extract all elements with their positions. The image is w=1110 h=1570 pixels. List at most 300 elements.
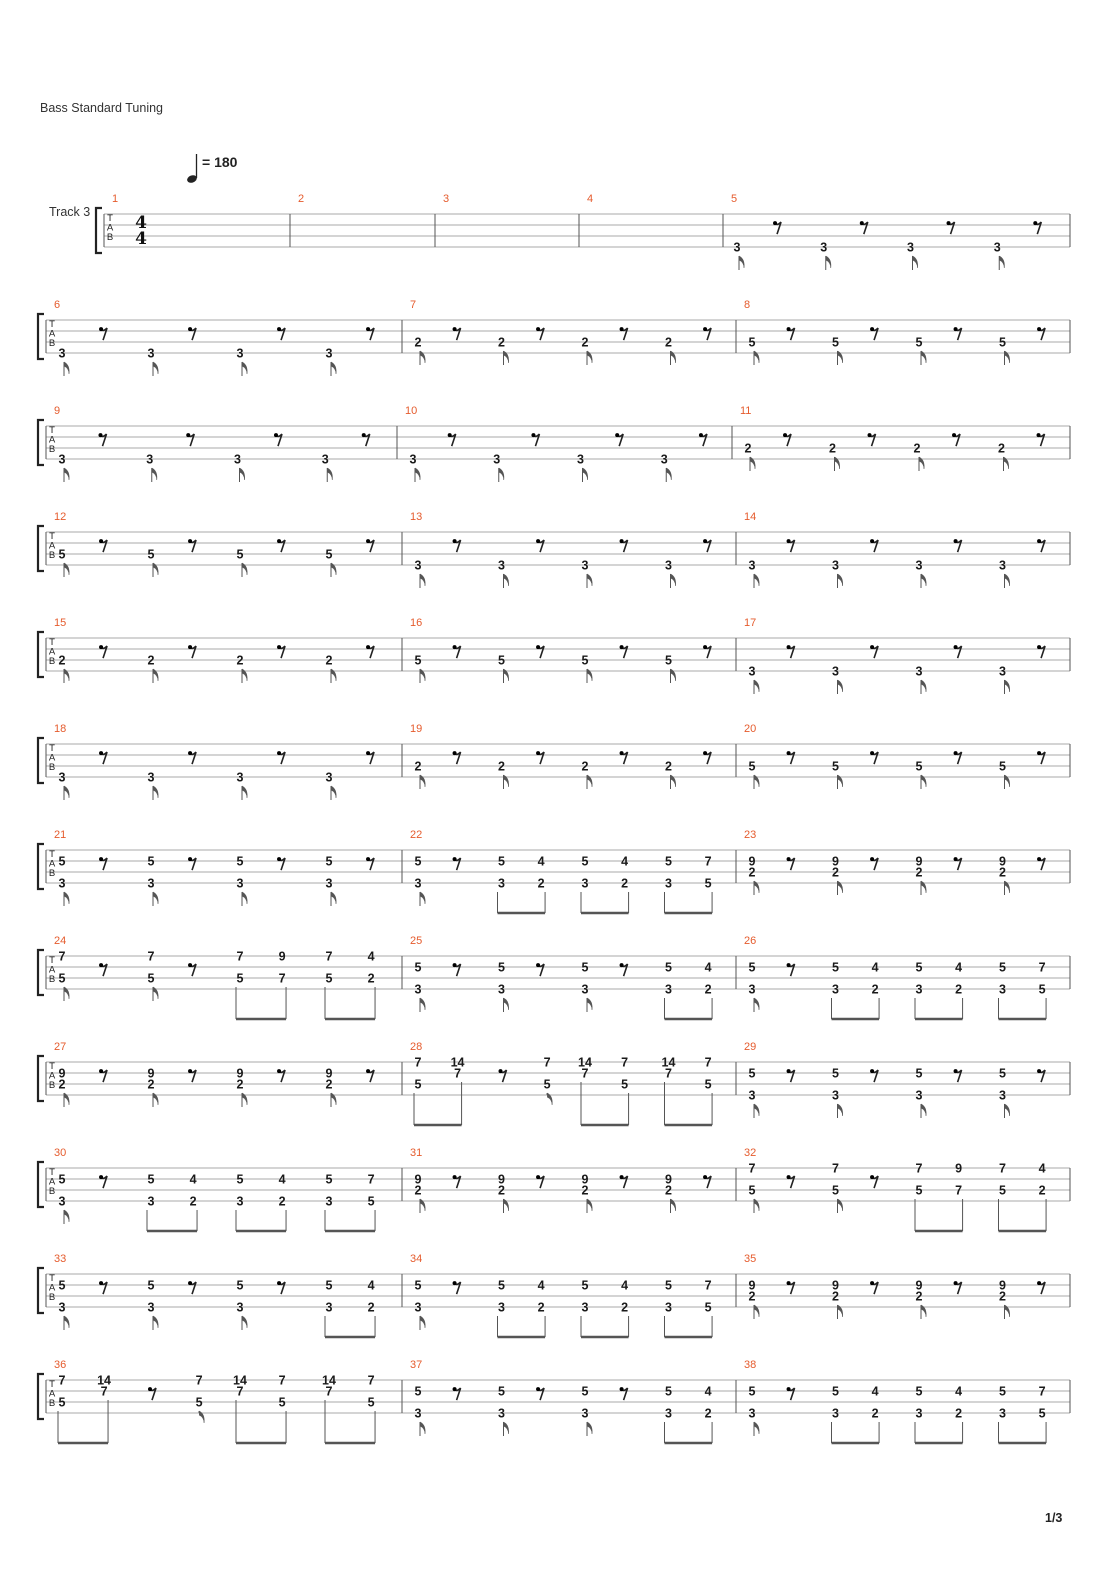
fret-number: 2 (832, 1289, 839, 1304)
note-flag (331, 786, 336, 798)
note-flag (999, 256, 1004, 268)
measure-number: 18 (54, 723, 67, 735)
fret-number: 7 (236, 949, 244, 964)
fret-number: 3 (146, 452, 154, 467)
eighth-rest-dot (188, 327, 192, 331)
fret-number: 5 (832, 759, 839, 774)
eighth-rest-dot (787, 1387, 791, 1391)
measure-number: 7 (410, 299, 417, 311)
eighth-rest-dot (277, 1281, 281, 1285)
fret-number: 5 (581, 854, 589, 869)
fret-number: 4 (537, 1278, 545, 1293)
note-flag (1005, 574, 1010, 586)
measure-number: 5 (731, 193, 738, 205)
fret-number: 5 (581, 960, 589, 975)
eighth-rest-dot (1037, 751, 1041, 755)
fret-number: 3 (498, 876, 505, 891)
fret-number: 2 (414, 759, 422, 774)
eighth-rest-dot (188, 1069, 192, 1073)
fret-number: 2 (871, 982, 879, 997)
fret-number: 3 (58, 770, 66, 785)
fret-number: 5 (147, 547, 155, 562)
tab-clef-letter: B (48, 1398, 56, 1409)
fret-number: 4 (278, 1172, 286, 1187)
fret-number: 3 (325, 770, 333, 785)
eighth-rest-dot (536, 327, 540, 331)
fret-number: 4 (955, 960, 963, 975)
note-flag (587, 574, 592, 586)
fret-number: 2 (832, 865, 839, 880)
measure-number: 29 (744, 1041, 757, 1053)
note-flag (754, 680, 759, 692)
fret-number: 3 (58, 452, 66, 467)
fret-number: 3 (58, 876, 66, 891)
fret-number: 2 (665, 335, 672, 350)
system-8 (38, 935, 1070, 1019)
eighth-rest-dot (188, 751, 192, 755)
fret-number: 14 (322, 1373, 336, 1388)
fret-number: 9 (58, 1066, 66, 1081)
fret-number: 2 (414, 1183, 422, 1198)
fret-number: 5 (58, 854, 66, 869)
fret-number: 2 (915, 865, 923, 880)
fret-number: 5 (325, 547, 333, 562)
measure-number: 9 (54, 405, 61, 417)
fret-number: 3 (748, 1406, 756, 1421)
fret-number: 5 (325, 1172, 333, 1187)
note-flag (153, 892, 158, 904)
measure-number: 2 (298, 193, 305, 205)
eighth-rest-dot (536, 1175, 540, 1179)
fret-number: 5 (581, 1278, 589, 1293)
eighth-rest-dot (954, 857, 958, 861)
fret-number: 5 (999, 960, 1006, 975)
fret-number: 3 (236, 876, 244, 891)
measure-20 (744, 723, 1045, 789)
eighth-rest-dot (453, 1175, 457, 1179)
fret-number: 2 (537, 876, 545, 891)
measure-number: 30 (54, 1147, 67, 1159)
fret-number: 2 (621, 1300, 629, 1315)
eighth-rest-dot (787, 963, 791, 967)
fret-number: 7 (58, 1373, 66, 1388)
eighth-rest-dot (188, 963, 192, 967)
fret-number: 5 (147, 971, 155, 986)
fret-number: 14 (578, 1055, 592, 1070)
fret-number: 5 (414, 1077, 422, 1092)
fret-number: 3 (832, 1088, 839, 1103)
fret-number: 5 (704, 1077, 712, 1092)
fret-number: 5 (58, 547, 66, 562)
fret-number: 9 (325, 1066, 333, 1081)
track-name: Track 3 (49, 205, 91, 219)
tab-clef-letter: B (48, 338, 56, 349)
eighth-rest-dot (1037, 433, 1041, 437)
eighth-rest-dot (787, 327, 791, 331)
note-flag (739, 256, 744, 268)
system-bracket (38, 632, 44, 677)
note-flag (1005, 680, 1010, 692)
eighth-rest-dot (99, 963, 103, 967)
fret-number: 2 (325, 1077, 333, 1092)
measure-number: 6 (54, 299, 61, 311)
eighth-rest-dot (787, 1069, 791, 1073)
fret-number: 5 (704, 876, 712, 891)
measure-number: 21 (54, 829, 67, 841)
fret-number: 5 (58, 971, 66, 986)
tab-clef-letter: T (49, 743, 55, 754)
eighth-rest-dot (453, 1387, 457, 1391)
eighth-rest-dot (1037, 1281, 1041, 1285)
tab-clef-letter: T (49, 849, 55, 860)
eighth-rest-dot (954, 645, 958, 649)
fret-number: 3 (325, 876, 333, 891)
fret-number: 4 (871, 960, 879, 975)
fret-number: 9 (414, 1172, 422, 1187)
tab-clef-letter: B (48, 1186, 56, 1197)
eighth-rest-dot (277, 751, 281, 755)
note-flag (152, 468, 157, 480)
tab-clef-letter: A (48, 1070, 56, 1082)
eighth-rest-dot (453, 963, 457, 967)
system-bracket (38, 314, 44, 359)
fret-number: 7 (278, 1373, 286, 1388)
eighth-rest-dot (453, 645, 457, 649)
note-flag (587, 998, 592, 1010)
fret-number: 7 (414, 1055, 422, 1070)
fret-number: 7 (581, 1066, 589, 1081)
fret-number: 3 (234, 452, 241, 467)
fret-number: 5 (665, 653, 672, 668)
fret-number: 9 (832, 1278, 839, 1293)
fret-number: 5 (915, 1183, 923, 1198)
system-9 (38, 1041, 1070, 1125)
fret-number: 5 (621, 1077, 629, 1092)
eighth-rest-dot (188, 1281, 192, 1285)
measure-number: 32 (744, 1147, 757, 1159)
fret-number: 5 (999, 1183, 1006, 1198)
eighth-rest-dot (277, 539, 281, 543)
fret-number: 3 (58, 1194, 66, 1209)
fret-number: 3 (665, 558, 672, 573)
fret-number: 5 (414, 854, 422, 869)
eighth-rest-dot (499, 1069, 503, 1073)
tab-clef-letter: T (49, 1061, 55, 1072)
fret-number: 5 (414, 1384, 422, 1399)
measure-37 (410, 1359, 712, 1443)
eighth-rest-dot (99, 327, 103, 331)
eighth-rest-dot (366, 751, 370, 755)
eighth-rest-dot (536, 539, 540, 543)
fret-number: 3 (665, 982, 672, 997)
fret-number: 5 (498, 1384, 505, 1399)
note-flag (587, 1422, 592, 1434)
note-flag (420, 892, 425, 904)
eighth-rest-dot (188, 539, 192, 543)
tab-clef-letter: A (48, 1388, 56, 1400)
fret-number: 4 (704, 1384, 712, 1399)
fret-number: 2 (325, 653, 333, 668)
tab-clef-letter: A (48, 434, 56, 446)
fret-number: 5 (665, 1278, 672, 1293)
tab-clef-letter: T (49, 637, 55, 648)
measure-2 (298, 193, 304, 205)
tab-clef-letter: A (48, 964, 56, 976)
measure-33 (54, 1253, 375, 1337)
note-flag (153, 786, 158, 798)
measure-number: 38 (744, 1359, 757, 1371)
fret-number: 9 (832, 854, 839, 869)
fret-number: 2 (871, 1406, 879, 1421)
fret-number: 5 (147, 1172, 155, 1187)
eighth-rest-dot (703, 645, 707, 649)
fret-number: 3 (147, 1194, 155, 1209)
eighth-rest-dot (277, 857, 281, 861)
note-flag (64, 786, 69, 798)
fret-number: 9 (955, 1161, 963, 1176)
fret-number: 5 (543, 1077, 551, 1092)
fret-number: 3 (915, 664, 923, 679)
system-4 (38, 511, 1070, 588)
tab-clef-letter: A (106, 222, 114, 234)
eighth-rest-dot (620, 645, 624, 649)
note-flag (921, 574, 926, 586)
fret-number: 2 (189, 1194, 197, 1209)
fret-number: 2 (581, 335, 589, 350)
fret-number: 5 (915, 759, 923, 774)
note-flag (153, 1316, 158, 1328)
fret-number: 5 (915, 1066, 923, 1081)
measure-number: 1 (112, 193, 119, 205)
note-flag (64, 892, 69, 904)
note-flag (242, 1316, 247, 1328)
fret-number: 9 (581, 1172, 589, 1187)
fret-number: 3 (665, 1300, 672, 1315)
measure-28 (410, 1041, 712, 1125)
fret-number: 7 (325, 949, 333, 964)
tab-clef-letter: T (49, 425, 55, 436)
fret-number: 2 (236, 653, 244, 668)
fret-number: 2 (704, 982, 712, 997)
tab-clef-letter: B (48, 974, 56, 985)
eighth-rest-dot (366, 645, 370, 649)
fret-number: 5 (498, 1278, 505, 1293)
eighth-rest-dot (1037, 1069, 1041, 1073)
eighth-rest-dot (787, 645, 791, 649)
fret-number: 2 (955, 982, 963, 997)
eighth-rest-dot (148, 1387, 152, 1391)
system-bracket (38, 738, 44, 783)
fret-number: 2 (621, 876, 629, 891)
fret-number: 5 (832, 1384, 839, 1399)
fret-number: 7 (955, 1183, 963, 1198)
fret-number: 5 (325, 971, 333, 986)
fret-number: 5 (748, 1384, 756, 1399)
fret-number: 5 (414, 1278, 422, 1293)
note-flag (838, 680, 843, 692)
fret-number: 7 (325, 1384, 333, 1399)
fret-number: 9 (147, 1066, 155, 1081)
measure-36 (54, 1359, 375, 1443)
measure-10 (405, 405, 707, 482)
note-flag (499, 468, 504, 480)
measure-9 (54, 405, 370, 482)
fret-number: 14 (97, 1373, 112, 1388)
measure-number: 26 (744, 935, 757, 947)
fret-number: 3 (498, 558, 505, 573)
system-3 (38, 405, 1070, 482)
measure-number: 24 (54, 935, 67, 947)
measure-number: 36 (54, 1359, 67, 1371)
note-flag (754, 1104, 759, 1116)
eighth-rest-dot (620, 327, 624, 331)
fret-number: 3 (748, 664, 756, 679)
eighth-rest-dot (99, 751, 103, 755)
eighth-rest-dot (620, 1175, 624, 1179)
measure-number: 22 (410, 829, 423, 841)
note-flag (913, 256, 918, 268)
fret-number: 3 (999, 664, 1006, 679)
measure-11 (740, 405, 1045, 471)
fret-number: 2 (913, 441, 921, 456)
measure-5 (731, 193, 1041, 270)
eighth-rest-dot (98, 433, 102, 437)
measure-21 (54, 829, 374, 906)
fret-number: 4 (537, 854, 545, 869)
fret-number: 2 (748, 865, 756, 880)
fret-number: 4 (1038, 1161, 1046, 1176)
measure-19 (410, 723, 711, 789)
tab-clef-letter: T (49, 319, 55, 330)
tab-clef-letter: A (48, 540, 56, 552)
fret-number: 3 (665, 876, 672, 891)
fret-number: 14 (450, 1055, 465, 1070)
page-number: 1/3 (1045, 1511, 1063, 1525)
fret-number: 2 (999, 1289, 1006, 1304)
fret-number: 14 (233, 1373, 247, 1388)
measure-13 (410, 511, 711, 588)
fret-number: 5 (1038, 982, 1046, 997)
eighth-rest-dot (870, 645, 874, 649)
eighth-rest-dot (536, 1387, 540, 1391)
fret-number: 5 (748, 759, 756, 774)
note-flag (754, 574, 759, 586)
fret-number: 9 (999, 854, 1006, 869)
tempo-marking: = 180 (202, 154, 238, 170)
measure-number: 23 (744, 829, 757, 841)
measure-17 (744, 617, 1045, 694)
note-flag (754, 1422, 759, 1434)
eighth-rest-dot (860, 221, 864, 225)
eighth-rest-dot (274, 433, 278, 437)
system-7 (38, 829, 1070, 913)
fret-number: 5 (58, 1172, 66, 1187)
measure-number: 27 (54, 1041, 67, 1053)
measure-24 (54, 935, 375, 1019)
fret-number: 3 (733, 240, 741, 255)
fret-number: 5 (999, 759, 1006, 774)
fret-number: 2 (278, 1194, 286, 1209)
fret-number: 5 (832, 335, 839, 350)
note-flag (921, 680, 926, 692)
tab-clef-letter: B (48, 762, 56, 773)
fret-number: 2 (665, 759, 672, 774)
measure-29 (744, 1041, 1045, 1118)
fret-number: 4 (621, 854, 629, 869)
tuning-label: Bass Standard Tuning (40, 101, 163, 115)
eighth-rest-dot (366, 327, 370, 331)
system-bracket (38, 1056, 44, 1101)
fret-number: 5 (999, 1384, 1006, 1399)
fret-number: 5 (581, 653, 589, 668)
fret-number: 3 (581, 1406, 589, 1421)
measure-number: 8 (744, 299, 751, 311)
system-2 (38, 299, 1070, 376)
fret-number: 2 (915, 1289, 923, 1304)
fret-number: 3 (832, 982, 839, 997)
fret-number: 3 (321, 452, 329, 467)
fret-number: 3 (581, 558, 589, 573)
note-flag (327, 468, 332, 480)
measure-3 (443, 193, 449, 205)
eighth-rest-dot (947, 221, 951, 225)
measure-number: 15 (54, 617, 67, 629)
system-bracket (38, 420, 44, 465)
fret-number: 3 (414, 876, 422, 891)
eighth-rest-dot (870, 1281, 874, 1285)
tab-clef-letter: B (48, 1080, 56, 1091)
fret-number: 2 (147, 1077, 155, 1092)
fret-number: 5 (581, 1384, 589, 1399)
note-flag (826, 256, 831, 268)
eighth-rest-dot (277, 327, 281, 331)
eighth-rest-dot (954, 539, 958, 543)
fret-number: 3 (820, 240, 828, 255)
eighth-rest-dot (870, 327, 874, 331)
fret-number: 5 (58, 1395, 66, 1410)
system-bracket (96, 208, 102, 253)
fret-number: 3 (907, 240, 914, 255)
eighth-rest-dot (1033, 221, 1037, 225)
note-flag (671, 574, 676, 586)
eighth-rest-dot (870, 539, 874, 543)
fret-number: 5 (236, 1278, 244, 1293)
fret-number: 2 (498, 759, 505, 774)
fret-number: 9 (748, 854, 756, 869)
fret-number: 2 (236, 1077, 244, 1092)
eighth-rest-dot (620, 539, 624, 543)
measure-number: 37 (410, 1359, 423, 1371)
eighth-rest-dot (699, 433, 703, 437)
tab-clef-letter: B (48, 444, 56, 455)
eighth-rest-dot (366, 1069, 370, 1073)
measure-number: 31 (410, 1147, 423, 1159)
eighth-rest-dot (952, 433, 956, 437)
eighth-rest-dot (188, 857, 192, 861)
tab-clef-letter: A (48, 858, 56, 870)
fret-number: 5 (832, 960, 839, 975)
fret-number: 5 (832, 1183, 839, 1198)
eighth-rest-dot (536, 963, 540, 967)
fret-number: 3 (498, 982, 505, 997)
measure-number: 14 (744, 511, 757, 523)
note-flag (838, 1104, 843, 1116)
measure-number: 10 (405, 405, 418, 417)
eighth-rest-dot (362, 433, 366, 437)
eighth-rest-dot (954, 1281, 958, 1285)
fret-number: 2 (999, 865, 1006, 880)
fret-number: 7 (147, 949, 155, 964)
